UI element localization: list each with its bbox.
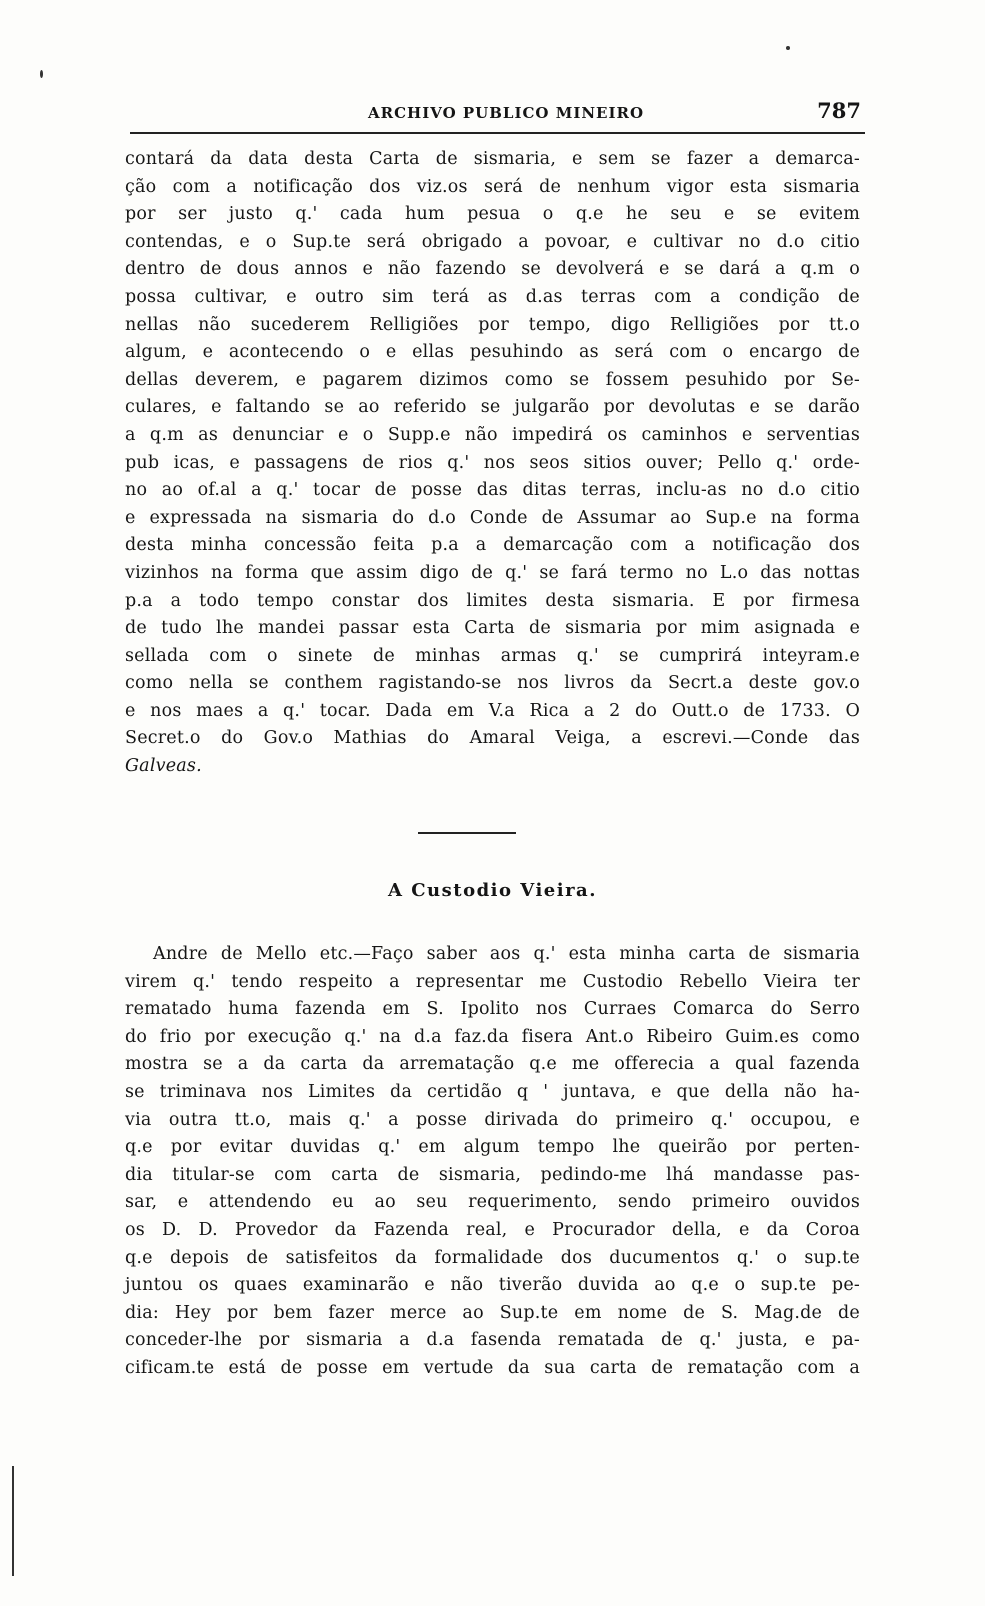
text-line: Secret.o do Gov.o Mathias do Amaral Veiga, a escrevi.—Conde das	[125, 728, 860, 749]
text-line: contará da data desta Carta de sismaria, e sem se fazer a demarca-	[125, 149, 860, 169]
scan-speck	[786, 46, 790, 50]
text-line: dellas deverem, e pagarem dizimos como se fossem pesuhido por Se-	[125, 369, 860, 390]
text-line: ção com a notificação dos viz.os será de nenhum vigor esta sismaria	[125, 176, 860, 197]
text-line: cificam.te está de posse em vertude da sua carta de rematação com a	[125, 1357, 860, 1378]
text-line: de tudo lhe mandei passar esta Carta de sismaria por mim asignada e	[125, 618, 860, 639]
text-line: sar, e attendendo eu ao seu requerimento, sendo primeiro ouvidos	[125, 1192, 860, 1213]
text-line: sellada com o sinete de minhas armas q.' se cumprirá inteyram.e	[125, 645, 860, 666]
text-line: e expressada na sismaria do d.o Conde de Assumar ao Sup.e na forma	[125, 507, 860, 528]
text-line: pub icas, e passagens de rios q.' nos seos sitios ouver; Pello q.' orde-	[125, 452, 860, 473]
text-line: desta minha concessão feita p.a a demarcação com a notificação dos	[125, 535, 860, 556]
section-divider	[418, 832, 516, 834]
text-line: algum, e acontecendo o e ellas pesuhindo as será com o encargo de	[125, 342, 860, 363]
text-line: rematado huma fazenda em S. Ipolito nos Curraes Comarca do Serro	[125, 999, 860, 1020]
text-line: mostra se a da carta da arrematação q.e me offerecia a qual fazenda	[125, 1054, 860, 1075]
scan-edge-mark	[12, 1466, 14, 1576]
charter-continuation-text	[125, 146, 860, 781]
text-line: como nella se conthem ragistando-se nos livros da Secrt.a deste gov.o	[125, 673, 860, 694]
page-number: 787	[817, 98, 861, 123]
text-line: e nos maes a q.' tocar. Dada em V.a Rica a 2 do Outt.o de 1733. O	[125, 700, 860, 721]
page-header	[130, 92, 865, 134]
running-title: ARCHIVO PUBLICO MINEIRO	[368, 104, 645, 122]
text-line: os D. D. Provedor da Fazenda real, e Procurador della, e da Coroa	[125, 1219, 860, 1240]
section-heading: A Custodio Vieira.	[388, 880, 597, 901]
text-line: do frio por execução q.' na d.a faz.da fisera Ant.o Ribeiro Guim.es como	[125, 1026, 860, 1047]
text-line: dia: Hey por bem fazer merce ao Sup.te em nome de S. Mag.de de	[125, 1302, 860, 1323]
text-line: vizinhos na forma que assim digo de q.' se fará termo no L.o das nottas	[125, 562, 860, 583]
text-line: q.e depois de satisfeitos da formalidade dos ducumentos q.' o sup.te	[125, 1247, 860, 1268]
text-line: dentro de dous annos e não fazendo se devolverá e se dará a q.m o	[125, 259, 860, 280]
scan-speck	[40, 70, 43, 78]
text-line: a q.m as denunciar e o Supp.e não impedirá os caminhos e serventias	[125, 424, 860, 445]
custodio-vieira-charter-text	[125, 941, 860, 1383]
text-line: se triminava nos Limites da certidão q ' juntava, e que della não ha-	[125, 1081, 860, 1102]
text-line: conceder-lhe por sismaria a d.a fasenda rematada de q.' justa, e pa-	[125, 1330, 860, 1351]
text-line: via outra tt.o, mais q.' a posse dirivada do primeiro q.' occupou, e	[125, 1109, 860, 1130]
text-line: dia titular-se com carta de sismaria, pedindo-me lhá mandasse pas-	[125, 1164, 860, 1185]
text-line: q.e por evitar duvidas q.' em algum tempo lhe queirão por perten-	[125, 1137, 860, 1158]
text-line: nellas não sucederem Relligiões por tempo, digo Relligiões por tt.o	[125, 314, 860, 335]
text-line: Andre de Mello etc.—Faço saber aos q.' esta minha carta de sismaria	[153, 944, 860, 964]
text-line: juntou os quaes examinarão e não tiverão duvida ao q.e o sup.te pe-	[125, 1275, 860, 1296]
text-line: contendas, e o Sup.te será obrigado a povoar, e cultivar no d.o citio	[125, 231, 860, 252]
text-line: p.a a todo tempo constar dos limites desta sismaria. E por firmesa	[125, 590, 860, 611]
text-line: por ser justo q.' cada hum pesua o q.e he seu e se evitem	[125, 204, 860, 225]
text-line: culares, e faltando se ao referido se julgarão por devolutas e se darão	[125, 397, 860, 418]
text-line: Galveas.	[125, 756, 202, 777]
text-line: no ao of.al a q.' tocar de posse das ditas terras, inclu-as no d.o citio	[125, 480, 860, 501]
text-line: virem q.' tendo respeito a representar me Custodio Rebello Vieira ter	[125, 971, 860, 992]
text-line: possa cultivar, e outro sim terá as d.as terras com a condição de	[125, 286, 860, 307]
